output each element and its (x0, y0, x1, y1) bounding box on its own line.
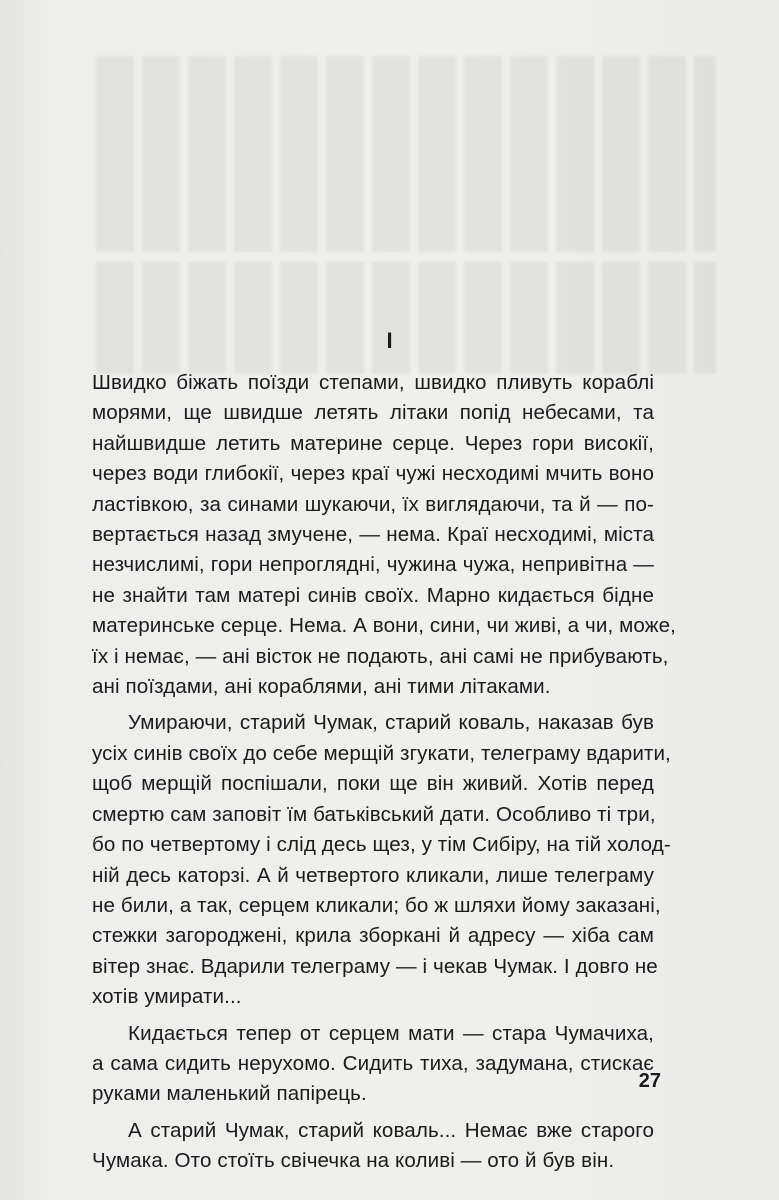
text-line: незчислимі, гори непроглядні, чужина чужа, непривітна — (92, 553, 654, 577)
text-line: усіх синів своїх до себе мерщій згукати, телеграму вдарити, (92, 741, 671, 765)
text-line: морями, ще швидше летять літаки попід небесами, та (92, 401, 654, 425)
text-line: їх і немає, — ані вісток не подають, ані самі не прибувають, (92, 644, 669, 668)
text-line: не знайти там матері синів своїх. Марно кидається бідне (92, 583, 654, 607)
text-line: Умираючи, старий Чумак, старий коваль, наказав був (128, 711, 654, 735)
paragraph-3 (92, 1019, 654, 1110)
text-line: Чумака. Ото стоїть свічечка на коливі — ото й був він. (92, 1149, 615, 1173)
text-line: а сама сидить нерухомо. Сидить тиха, задумана, стискає (92, 1051, 654, 1075)
text-line: Швидко біжать поїзди степами, швидко пливуть кораблі (92, 371, 654, 394)
text-line: вітер знає. Вдарили телеграму — і чекав Чумак. І довго не (92, 954, 658, 978)
text-line: руками маленький папірець. (92, 1082, 367, 1106)
text-line: ластівкою, за синами шукаючи, їх виглядаючи, та й — по- (92, 492, 654, 516)
paragraph-1 (92, 368, 676, 702)
text-line: смертю сам заповіт їм батьківський дати. Особливо ті три, (92, 802, 656, 826)
text-line: через води глибокії, через краї чужі несходимі мчить воно (92, 462, 654, 486)
text-line: А старий Чумак, старий коваль... Немає вже старого (128, 1118, 654, 1142)
text-line: хотів умирати... (92, 985, 242, 1009)
page-number: 27 (638, 1070, 661, 1092)
chapter-number: I (386, 328, 393, 353)
text-line: материнське серце. Нема. А вони, сини, чи живі, а чи, може, (92, 614, 676, 638)
text-line: вертається назад змучене, — нема. Краї несходимі, міста (92, 523, 654, 547)
body-text (92, 368, 676, 1183)
text-line: щоб мерщій поспішали, поки ще він живий. Хотів перед (92, 772, 654, 796)
text-line: стежки загороджені, крила зборкані й адресу — хіба сам (92, 924, 654, 948)
text-line: бо по четвертому і слід десь щез, у тім Сибіру, на тій холод- (92, 833, 671, 857)
text-line: ані поїздами, ані кораблями, ані тими літаками. (92, 675, 551, 699)
paragraph-4 (92, 1116, 654, 1177)
text-line: не били, а так, серцем кликали; бо ж шляхи йому заказані, (92, 893, 661, 917)
text-line: ній десь каторзі. А й четвертого кликали, лише телеграму (92, 863, 654, 887)
paragraph-2 (92, 708, 671, 1012)
text-line: найшвидше летить материне серце. Через гори високії, (92, 431, 654, 455)
text-line: Кидається тепер от серцем мати — стара Чумачиха, (128, 1021, 654, 1045)
